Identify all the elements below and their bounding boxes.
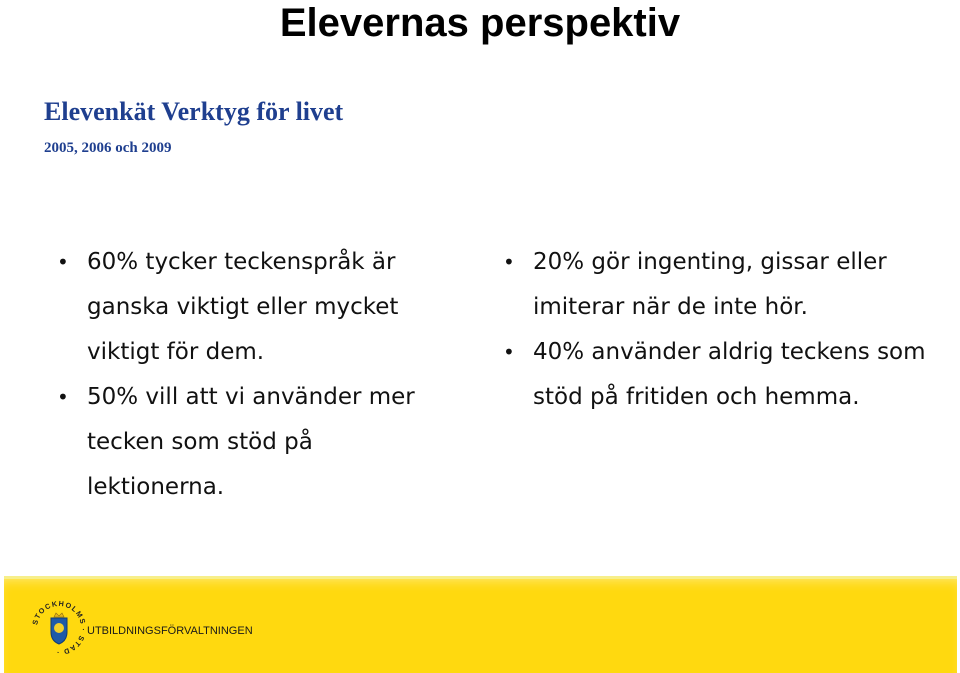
- left-bullet-list: [44, 240, 454, 510]
- list-item: [44, 375, 454, 510]
- bullet-text: 20% gör ingenting, gissar eller imiterar när de inte hör.: [533, 249, 887, 320]
- list-item: [490, 240, 950, 330]
- footer-divider: [4, 576, 957, 579]
- survey-name: Elevenkät Verktyg för livet: [44, 97, 344, 126]
- svg-text:STOCKHOLMS · STAD ·: STOCKHOLMS · STAD ·: [30, 598, 89, 658]
- stockholm-stad-logo-icon: [27, 596, 91, 660]
- bullet-icon: •: [503, 250, 515, 274]
- bullet-text: 50% vill att vi använder mer tecken som stöd på lektionerna.: [87, 384, 415, 500]
- list-item: [44, 240, 454, 375]
- right-bullet-list: [490, 240, 950, 420]
- bullet-icon: •: [57, 385, 69, 409]
- organization-name: UTBILDNINGSFÖRVALTNINGEN: [87, 625, 253, 637]
- bullet-icon: •: [57, 250, 69, 274]
- page-title: Elevernas perspektiv: [279, 1, 681, 45]
- survey-years: 2005, 2006 och 2009: [44, 140, 172, 156]
- list-item: [490, 330, 950, 420]
- bullet-icon: •: [503, 340, 515, 364]
- bullet-text: 60% tycker teckenspråk är ganska viktigt eller mycket viktigt för dem.: [87, 249, 399, 365]
- bullet-text: 40% använder aldrig teckens som stöd på fritiden och hemma.: [533, 339, 926, 410]
